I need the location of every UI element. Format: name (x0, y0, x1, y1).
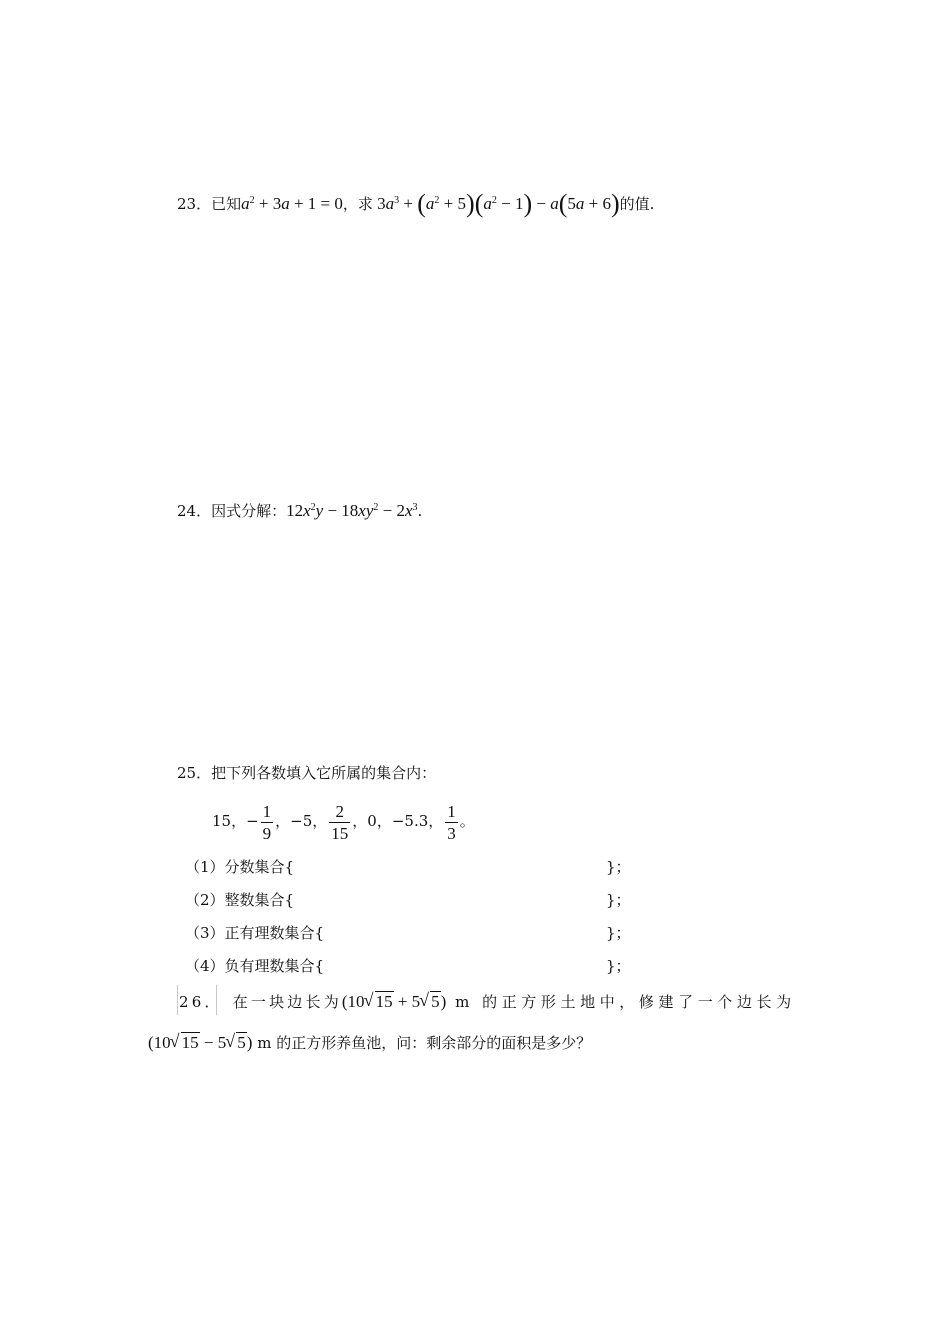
question-number: 24． (177, 502, 212, 520)
target-expression: $3a^3 + (a^2 + 5)(a^2 - 1) - a(5a + 6)$ (372, 189, 620, 218)
question-text: 的正方形养鱼池，问：剩余部分的面积是多少？ (276, 1034, 592, 1052)
condition-expression: $a^2 + 3a + 1 = 0$ (241, 194, 343, 213)
fraction-one-third: $\frac{1}{3}$ (447, 801, 456, 843)
fraction-one-ninth: $\frac{1}{9}$ (262, 801, 272, 843)
set-fraction (185, 856, 294, 878)
set-positive-rational (185, 922, 324, 944)
fraction-two-fifteenths: $\frac{2}{15}$ (331, 801, 349, 843)
question-24: 24．因式分解：$12x^2y - 18xy^2 - 2x^3$. (177, 501, 423, 520)
side-length-expression: (10√ 15 + 5√ 5) (342, 992, 446, 1011)
question-23: 23．已知$a^2 + 3a + 1 = 0$，求 $3a^3 + (a^2 + 5)(a^2 - 1) - a(5a + 6)$的值. (177, 189, 655, 218)
number-list: 15，− $\frac{1}{9}$ ，−5， $\frac{2}{15}$ ，0，−5.3， $\frac{1}{3}$ 。 (212, 801, 475, 843)
question-number: 23． (177, 195, 212, 213)
question-text: 把下列各数填入它所属的集合内： (211, 764, 437, 782)
question-text: 在一块边长为 (232, 993, 342, 1011)
set-positive-rational-close: }； (606, 924, 631, 942)
question-number: 25． (177, 764, 212, 782)
question-26-line-1: 26． 在一块边长为(10√ 15 + 5√ 5) m 的正方形土地中，修建了一个边长为 (179, 991, 796, 1013)
set-label: （3）正有理数集合{ (185, 924, 325, 942)
question-number: 26． (179, 993, 223, 1011)
set-negative-rational-close: }； (606, 957, 631, 975)
factor-expression: $12x^2y - 18xy^2 - 2x^3$ (286, 501, 418, 520)
question-26-line-2: (10√ 15 − 5√ 5) m 的正方形养鱼池，问：剩余部分的面积是多少？ (148, 1032, 591, 1054)
set-negative-rational (185, 955, 324, 977)
question-text: 已知 (211, 195, 242, 213)
text-cursor-mark (177, 985, 178, 1015)
set-fraction-close: }； (606, 858, 631, 876)
set-label: （4）负有理数集合{ (185, 957, 325, 975)
question-text: 因式分解： (211, 502, 287, 520)
set-integer-close: }； (606, 891, 631, 909)
set-label: （1）分数集合{ (185, 858, 295, 876)
pond-side-expression: (10√ 15 − 5√ 5) (148, 1033, 252, 1052)
question-25 (177, 762, 436, 784)
set-label: （2）整数集合{ (185, 891, 295, 909)
set-integer (185, 889, 294, 911)
